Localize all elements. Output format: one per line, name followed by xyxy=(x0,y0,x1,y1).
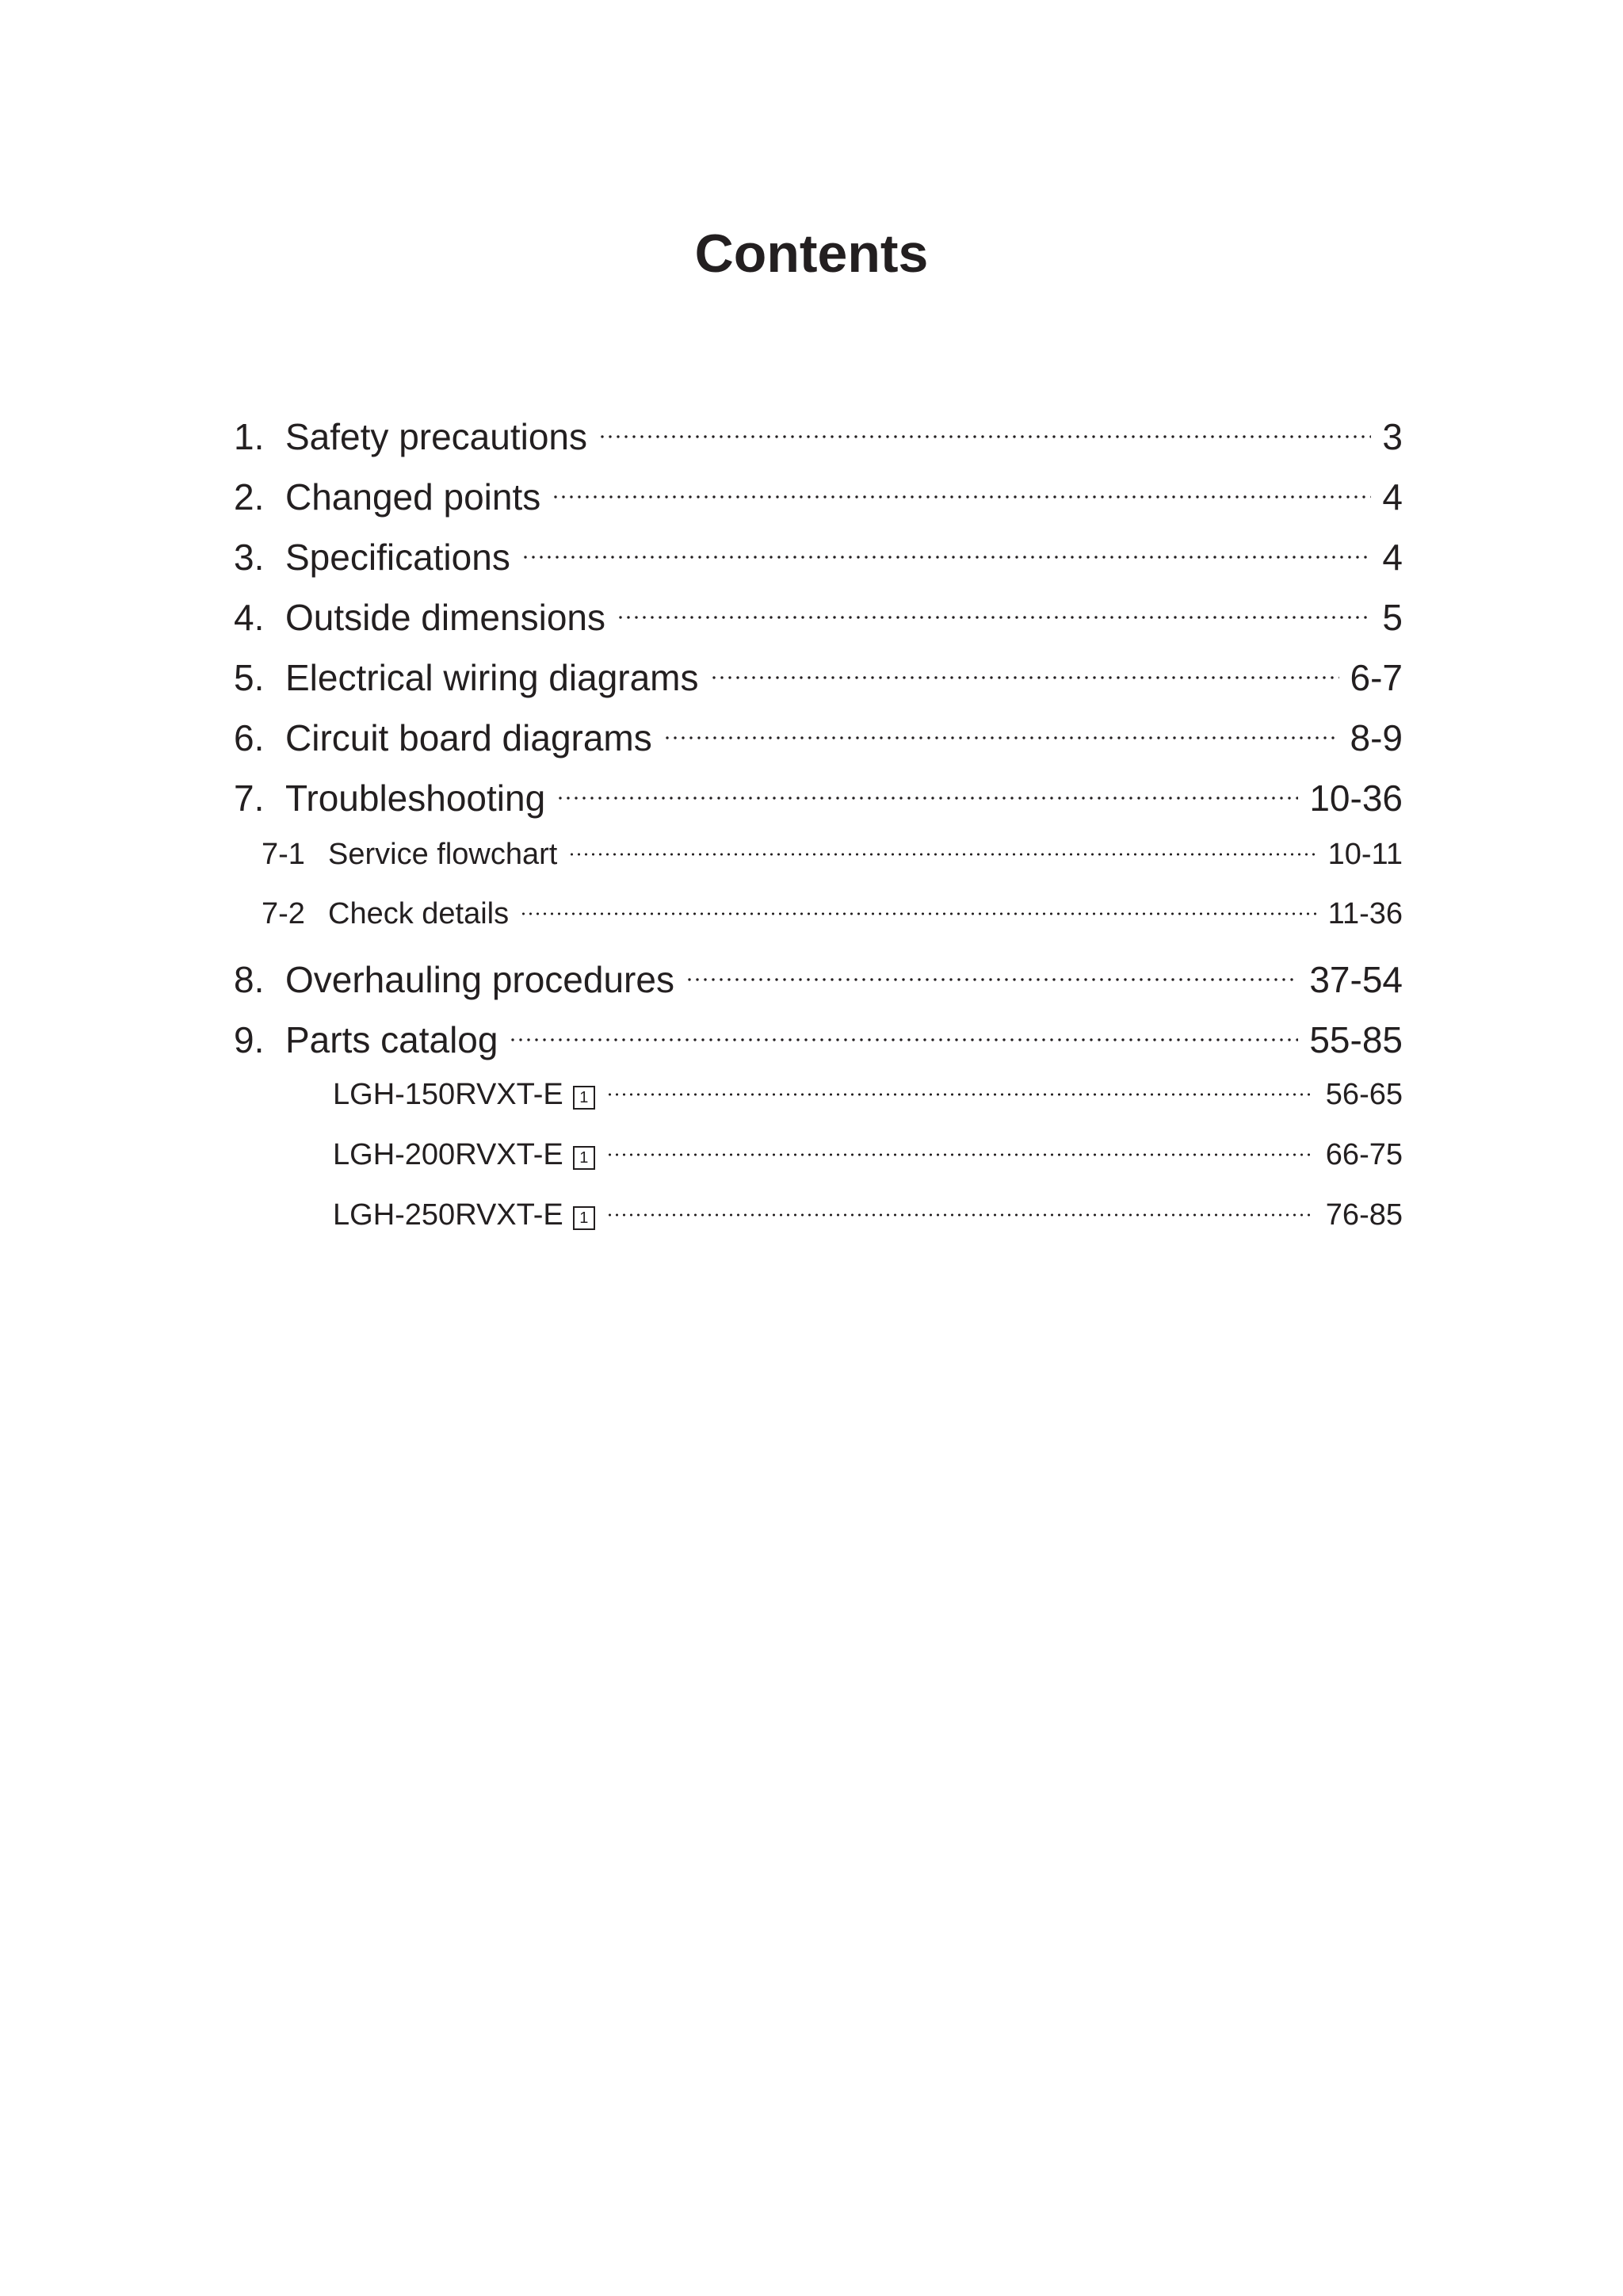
toc-entry-number: 5. xyxy=(234,657,265,698)
toc-entry-label: Changed points xyxy=(285,476,541,518)
toc-subentry-check-details[interactable] xyxy=(262,894,1403,934)
toc-model-lgh-250rvxt-e[interactable] xyxy=(333,1195,1403,1235)
toc-entry-page: 6-7 xyxy=(1350,657,1403,698)
toc-entry-label: Parts catalog xyxy=(285,1019,498,1060)
toc-entry-specifications[interactable] xyxy=(234,533,1403,581)
dot-leader xyxy=(520,912,1317,915)
toc-entry-number: 8. xyxy=(234,959,265,1000)
toc-entry-label: Circuit board diagrams xyxy=(285,717,652,758)
toc-model-page: 56-65 xyxy=(1325,1078,1403,1111)
toc-subentry-number: 7-2 xyxy=(262,897,305,930)
toc-model-page: 66-75 xyxy=(1325,1138,1403,1171)
revision-mark: 1 xyxy=(573,1086,595,1110)
dot-leader xyxy=(606,1153,1315,1156)
toc-entry-label: Outside dimensions xyxy=(285,597,605,638)
toc-entry-label: Specifications xyxy=(285,537,510,578)
toc-entry-safety-precautions[interactable] xyxy=(234,413,1403,460)
toc-subentry-label: Check details xyxy=(328,897,510,930)
toc-subentry-page: 11-36 xyxy=(1327,897,1403,930)
toc-entry-page: 4 xyxy=(1382,476,1403,518)
toc-entry-parts-catalog[interactable] xyxy=(234,1016,1403,1064)
dot-leader xyxy=(606,1213,1315,1217)
toc-entry-page: 55-85 xyxy=(1309,1019,1403,1060)
dot-leader xyxy=(617,616,1371,619)
toc-entry-page: 10-36 xyxy=(1309,777,1403,819)
dot-leader xyxy=(710,676,1339,679)
toc-entry-page: 37-54 xyxy=(1309,959,1403,1000)
toc-model-lgh-150rvxt-e[interactable] xyxy=(333,1075,1403,1114)
toc-entry-overhauling-procedures[interactable] xyxy=(234,956,1403,1003)
page-title: Contents xyxy=(694,223,929,284)
toc-entry-circuit-board-diagrams[interactable] xyxy=(234,714,1403,762)
toc-subentry-service-flowchart[interactable] xyxy=(262,835,1403,874)
toc-entry-changed-points[interactable] xyxy=(234,473,1403,521)
toc-entry-number: 1. xyxy=(234,416,265,457)
revision-mark: 1 xyxy=(573,1206,595,1230)
toc-entry-label: Electrical wiring diagrams xyxy=(285,657,699,698)
toc-entry-number: 7. xyxy=(234,777,265,819)
dot-leader xyxy=(552,495,1371,499)
toc-entry-label: Overhauling procedures xyxy=(285,959,674,1000)
dot-leader xyxy=(606,1093,1315,1096)
revision-mark: 1 xyxy=(573,1146,595,1170)
toc-entry-page: 3 xyxy=(1382,416,1403,457)
toc-model-label: LGH-200RVXT-E xyxy=(333,1138,563,1171)
dot-leader xyxy=(556,797,1298,800)
toc-subentry-label: Service flowchart xyxy=(328,838,558,871)
dot-leader xyxy=(685,978,1298,981)
toc-entry-number: 3. xyxy=(234,537,265,578)
toc-model-page: 76-85 xyxy=(1325,1198,1403,1232)
toc-entry-electrical-wiring-diagrams[interactable] xyxy=(234,654,1403,701)
toc-subentry-page: 10-11 xyxy=(1327,838,1403,871)
toc-entry-page: 5 xyxy=(1382,597,1403,638)
toc-model-lgh-200rvxt-e[interactable] xyxy=(333,1135,1403,1175)
toc-entry-label: Troubleshooting xyxy=(285,777,546,819)
dot-leader xyxy=(509,1038,1298,1041)
toc-entry-number: 9. xyxy=(234,1019,265,1060)
dot-leader xyxy=(598,435,1371,438)
toc-entry-outside-dimensions[interactable] xyxy=(234,594,1403,641)
toc-entry-page: 8-9 xyxy=(1350,717,1403,758)
toc-entry-number: 2. xyxy=(234,476,265,518)
toc-entry-number: 4. xyxy=(234,597,265,638)
toc-model-label: LGH-250RVXT-E xyxy=(333,1198,563,1232)
toc-entry-page: 4 xyxy=(1382,537,1403,578)
toc-entry-troubleshooting[interactable] xyxy=(234,774,1403,822)
toc-model-label: LGH-150RVXT-E xyxy=(333,1078,563,1111)
dot-leader xyxy=(568,853,1316,856)
toc-entry-number: 6. xyxy=(234,717,265,758)
toc-entry-label: Safety precautions xyxy=(285,416,588,457)
dot-leader xyxy=(663,736,1339,739)
dot-leader xyxy=(521,556,1372,559)
toc-subentry-number: 7-1 xyxy=(262,838,305,871)
